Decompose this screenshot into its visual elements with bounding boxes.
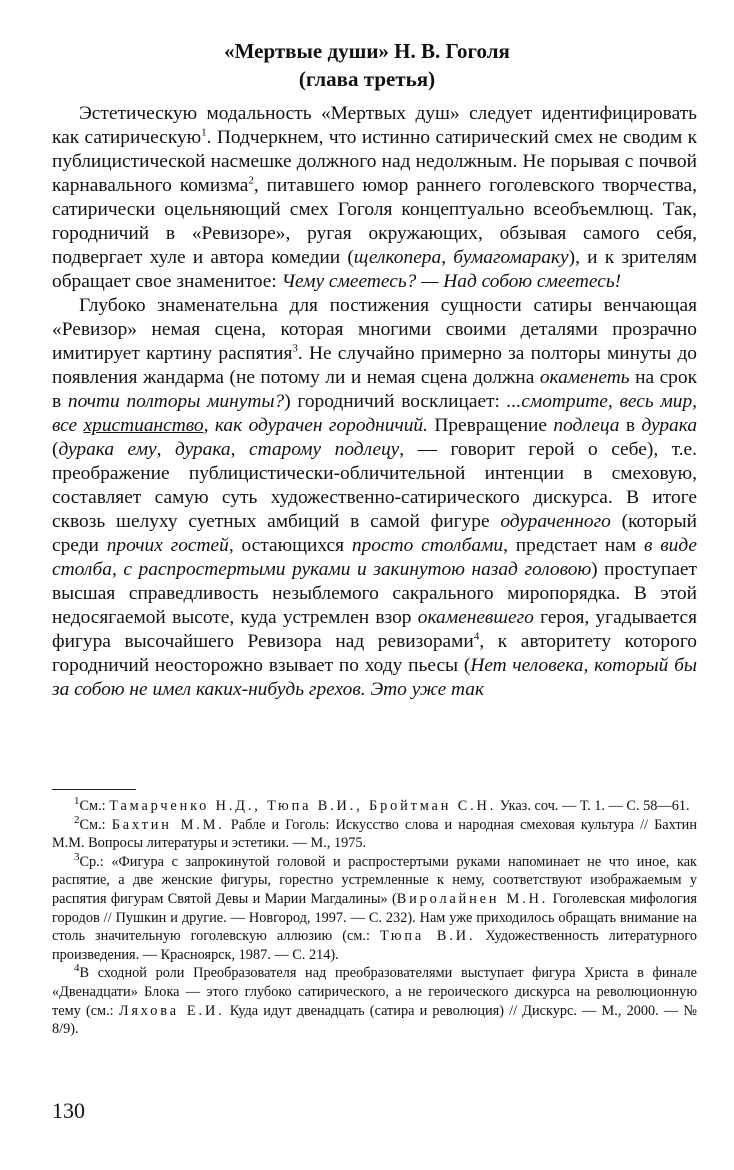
- author-names: Тюпа В.И.: [379, 928, 476, 945]
- text-segment: . Не случайно примерно за полторы минуты до появления жандарма (не потому ли и немая сцена должна: [52, 343, 697, 388]
- footnote-marker: 2: [74, 813, 80, 826]
- paragraph-2: [52, 294, 697, 702]
- footnote-ref: 3: [292, 342, 298, 355]
- footnote-ref: 2: [248, 174, 254, 187]
- italic-quote: , как одурачен городничий.: [203, 415, 428, 436]
- chapter-subtitle: (глава третья): [298, 67, 436, 91]
- text-segment: Гоголевская мифология городов // Пушкин и другие. — Новгород, 1997. — С. 232). Нам уже приходилось обращать внимание на столь значительную гоголевскую аллюзию (см.:: [52, 890, 698, 945]
- text-segment: (: [52, 439, 59, 460]
- text-segment: , предстает нам: [503, 535, 644, 556]
- text-segment: Художественность литературного произведения. — Красноярск, 1987. — С. 214).: [52, 928, 697, 963]
- text-segment: , к авторитету которого городничий неосторожно взывает по ходу пьесы (: [52, 631, 697, 676]
- text-segment: Эстетическую модальность «Мертвых душ» следует идентифицировать как сатирическую: [52, 103, 697, 148]
- italic-quote: одураченного: [500, 511, 611, 532]
- italic-quote: подлеца: [553, 415, 620, 436]
- author-names: Бахтин М.М.: [111, 816, 225, 833]
- italic-quote: старому подлецу: [248, 439, 400, 460]
- author-names: Тамарченко Н.Д., Тюпа В.И., Бройтман С.Н.: [109, 798, 497, 814]
- chapter-title: «Мертвые души» Н. В. Гоголя: [224, 39, 510, 63]
- footnote-4: [52, 964, 697, 1038]
- italic-quote: окаменевшего: [417, 607, 534, 628]
- italic-quote: ...смотрите, весь мир, все: [52, 391, 697, 436]
- italic-quote: бумагомараку: [453, 247, 569, 268]
- italic-quote: дурака: [175, 439, 231, 460]
- text-segment: ,: [441, 247, 454, 268]
- text-segment: ) городничий восклицает:: [284, 391, 507, 412]
- text-segment: героя, угадывается фигура высочайшего Ревизора над ревизорами: [52, 607, 697, 652]
- italic-quote-underlined: христианство: [83, 415, 204, 436]
- text-segment: Глубоко знаменательна для постижения сущности сатиры венчающая «Ревизор» немая сцена, которая многими своими деталями прозрачно имитирует картину распятия: [52, 295, 697, 364]
- footnote-marker: 4: [74, 962, 80, 975]
- author-names: Ляхова Е.И.: [118, 1002, 225, 1019]
- paragraph-1: [52, 102, 697, 294]
- italic-quote: просто столбами: [351, 535, 504, 556]
- text-segment: Куда идут двенадцать (сатира и революция) // Дискурс. — М., 2000. — № 8/9).: [52, 1002, 697, 1038]
- text-segment: ), и к зрителям обращает свое знаменитое:: [52, 247, 698, 292]
- footnote-2: [52, 813, 697, 853]
- text-segment: Превращение: [427, 415, 554, 436]
- text-segment: . Подчеркнем, что истинно сатирический смех не сводим к публицистической насмешке должного над недолжным. Не порывая с почвой карнавального комизма: [52, 127, 698, 196]
- italic-quote: Нет человека, который бы за собою не имел каких-нибудь грехов. Это уже так: [52, 655, 697, 700]
- text-segment: Рабле и Гоголь: Искусство слова и народная смеховая культура // Бахтин М.М. Вопросы литературы и эстетики. — М., 1975.: [52, 816, 697, 852]
- text-segment: ,: [156, 439, 176, 460]
- page-number: 130: [52, 1098, 85, 1123]
- text-segment: ) проступает высшая справедливость незыблемого сакрального миропорядка. В этой недосягаемой высоте, куда устремлен взор: [52, 559, 698, 628]
- author-names: Виролайнен М.Н.: [396, 890, 549, 907]
- italic-quote: дурака ему: [58, 439, 157, 460]
- italic-quote: щелкопера: [353, 247, 442, 268]
- italic-quote: почти полторы минуты?: [67, 391, 285, 412]
- footnote-ref: 1: [201, 126, 207, 139]
- italic-quote: Чему смеетесь? — Над собою смеетесь!: [281, 271, 622, 292]
- text-segment: См.:: [79, 816, 112, 833]
- text-segment: , — говорит герой о себе), т.е. преображение публицистически-обличительной интенции в смеховую, составляет самую суть художественно-сатирического дискурса. В итоге сквозь шелуху суетных амбиций в самой фигуре: [52, 439, 697, 532]
- italic-quote: прочих гостей: [106, 535, 229, 556]
- italic-quote: окаменеть: [539, 367, 630, 388]
- text-segment: Указ. соч. — Т. 1. — С. 58—61.: [496, 798, 690, 814]
- text-segment: Ср.: «Фигура с запрокинутой головой и распростертыми руками напоминает не что иное, как распятие, а две женские фигуры, горестно устремленные к нему, соответствуют изображаемым у распятия фигурам Святой Девы и Марии Магдалины» (: [52, 853, 697, 907]
- text-segment: на срок в: [52, 367, 697, 412]
- text-segment: , питавшего юмор раннего гоголевского творчества, сатирически оцельняющий смех Гоголя концептуально всеобъемлющ. Так, городничий в «Ревизоре», ругая окружающих, обзывая самого себя, подвергает хуле и автора комедии (: [52, 175, 698, 268]
- italic-quote: в виде столба, с распростертыми руками и закинутою назад головою: [52, 535, 697, 580]
- main-text: [52, 102, 697, 702]
- text-segment: В сходной роли Преобразователя над преобразователями выступает фигура Христа в финале «Двенадцати» Блока — этого глубоко сатирического, а не героического дискурса на революционную тему (см.:: [52, 965, 697, 1019]
- italic-quote: дурака: [641, 415, 698, 436]
- footnote-marker: 3: [74, 851, 80, 864]
- text-segment: (который среди: [52, 511, 697, 556]
- text-segment: в: [619, 415, 642, 436]
- footnote-ref: 4: [473, 630, 480, 643]
- text-segment: , остающихся: [228, 535, 352, 556]
- text-segment: ,: [230, 439, 249, 460]
- footnote-divider: [52, 789, 136, 790]
- text-segment: См.:: [79, 798, 110, 814]
- footnote-marker: 1: [74, 795, 80, 808]
- footnotes: [52, 797, 697, 1039]
- footnote-1: [52, 797, 697, 816]
- footnote-3: [52, 853, 697, 965]
